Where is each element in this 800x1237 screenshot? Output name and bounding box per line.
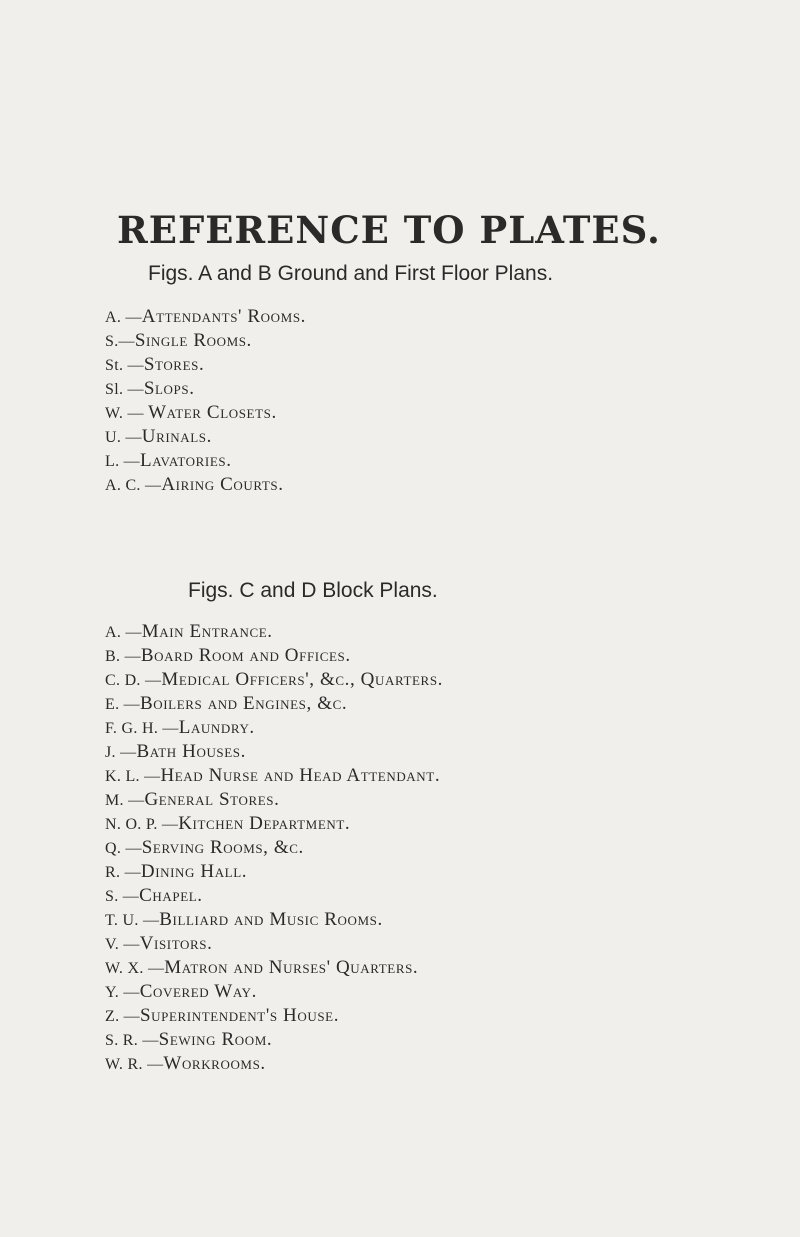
entry-text: Serving Rooms, &c. bbox=[141, 837, 304, 858]
entry-key: A. — bbox=[105, 624, 142, 641]
entry-text: Kitchen Department. bbox=[178, 813, 351, 834]
entry-key: J. — bbox=[105, 744, 137, 761]
entry-key: U. — bbox=[105, 429, 142, 446]
entry-text: Airing Courts. bbox=[161, 474, 284, 495]
list-item bbox=[105, 644, 443, 668]
entry-text: Workrooms. bbox=[163, 1053, 266, 1074]
entry-text: Lavatories. bbox=[139, 450, 232, 471]
list-item bbox=[105, 836, 443, 860]
list-item bbox=[105, 1052, 443, 1076]
section-heading-floor-plans: Figs. A and B Ground and First Floor Plans. bbox=[148, 262, 554, 285]
entry-text: Medical Officers', &c., Quarters. bbox=[161, 669, 443, 690]
entry-key: M. — bbox=[105, 792, 145, 809]
entry-key: S. — bbox=[105, 888, 140, 905]
entry-text: Main Entrance. bbox=[141, 621, 273, 642]
list-item bbox=[105, 932, 443, 956]
entry-text: Stores. bbox=[143, 354, 205, 375]
entry-text: Laundry. bbox=[178, 717, 255, 738]
list-item bbox=[105, 401, 306, 425]
entry-key: W. X. — bbox=[105, 960, 165, 977]
entry-key: B. — bbox=[105, 648, 141, 665]
entry-text: Visitors. bbox=[139, 933, 213, 954]
entry-key: W. R. — bbox=[105, 1056, 164, 1073]
entry-text: Urinals. bbox=[141, 426, 212, 447]
entry-key: W. — bbox=[105, 405, 149, 422]
entry-text: Bath Houses. bbox=[136, 741, 246, 762]
entry-key: K. L. — bbox=[105, 768, 161, 785]
entry-key: Sl. — bbox=[105, 381, 144, 398]
list-item bbox=[105, 620, 443, 644]
entry-key: Y. — bbox=[105, 984, 140, 1001]
entry-key: Z. — bbox=[105, 1008, 140, 1025]
entry-key: V. — bbox=[105, 936, 140, 953]
list-item bbox=[105, 329, 306, 353]
list-item bbox=[105, 668, 443, 692]
list-item bbox=[105, 980, 443, 1004]
reference-list-block-plans bbox=[105, 620, 443, 1076]
list-item bbox=[105, 860, 443, 884]
list-item bbox=[105, 473, 306, 497]
list-item bbox=[105, 716, 443, 740]
entry-text: Dining Hall. bbox=[140, 861, 248, 882]
entry-key: A. — bbox=[105, 309, 142, 326]
list-item bbox=[105, 884, 443, 908]
list-item bbox=[105, 305, 306, 329]
page-title: REFERENCE TO PLATES. bbox=[117, 208, 661, 252]
entry-text: Superintendent's House. bbox=[139, 1005, 340, 1026]
list-item bbox=[105, 764, 443, 788]
entry-text: Single Rooms. bbox=[134, 330, 252, 351]
entry-text: General Stores. bbox=[144, 789, 280, 810]
entry-text: Matron and Nurses' Quarters. bbox=[164, 957, 419, 978]
list-item bbox=[105, 812, 443, 836]
entry-text: Sewing Room. bbox=[158, 1029, 273, 1050]
entry-key: St. — bbox=[105, 357, 144, 374]
entry-key: C. D. — bbox=[105, 672, 162, 689]
list-item bbox=[105, 449, 306, 473]
entry-text: Billiard and Music Rooms. bbox=[159, 909, 383, 930]
entry-key: L. — bbox=[105, 453, 140, 470]
list-item bbox=[105, 788, 443, 812]
entry-key: S. R. — bbox=[105, 1032, 159, 1049]
entry-text: Covered Way. bbox=[139, 981, 257, 1002]
list-item bbox=[105, 740, 443, 764]
entry-key: N. O. P. — bbox=[105, 816, 179, 833]
entry-key: T. U. — bbox=[105, 912, 160, 929]
entry-key: Q. — bbox=[105, 840, 142, 857]
list-item bbox=[105, 956, 443, 980]
entry-text: Board Room and Offices. bbox=[140, 645, 351, 666]
list-item bbox=[105, 908, 443, 932]
entry-key: S.— bbox=[105, 333, 135, 350]
list-item bbox=[105, 353, 306, 377]
list-item bbox=[105, 425, 306, 449]
entry-key: A. C. — bbox=[105, 477, 162, 494]
entry-text: Boilers and Engines, &c. bbox=[139, 693, 348, 714]
entry-text: Slops. bbox=[143, 378, 195, 399]
list-item bbox=[105, 377, 306, 401]
list-item bbox=[105, 1028, 443, 1052]
entry-text: Attendants' Rooms. bbox=[141, 306, 306, 327]
entry-key: F. G. H. — bbox=[105, 720, 179, 737]
list-item bbox=[105, 1004, 443, 1028]
section-heading-block-plans: Figs. C and D Block Plans. bbox=[188, 579, 438, 602]
entry-text: Water Closets. bbox=[148, 402, 277, 423]
list-item bbox=[105, 692, 443, 716]
reference-list-floor-plans bbox=[105, 305, 306, 497]
entry-text: Head Nurse and Head Attendant. bbox=[160, 765, 441, 786]
entry-key: E. — bbox=[105, 696, 140, 713]
entry-text: Chapel. bbox=[139, 885, 203, 906]
entry-key: R. — bbox=[105, 864, 141, 881]
